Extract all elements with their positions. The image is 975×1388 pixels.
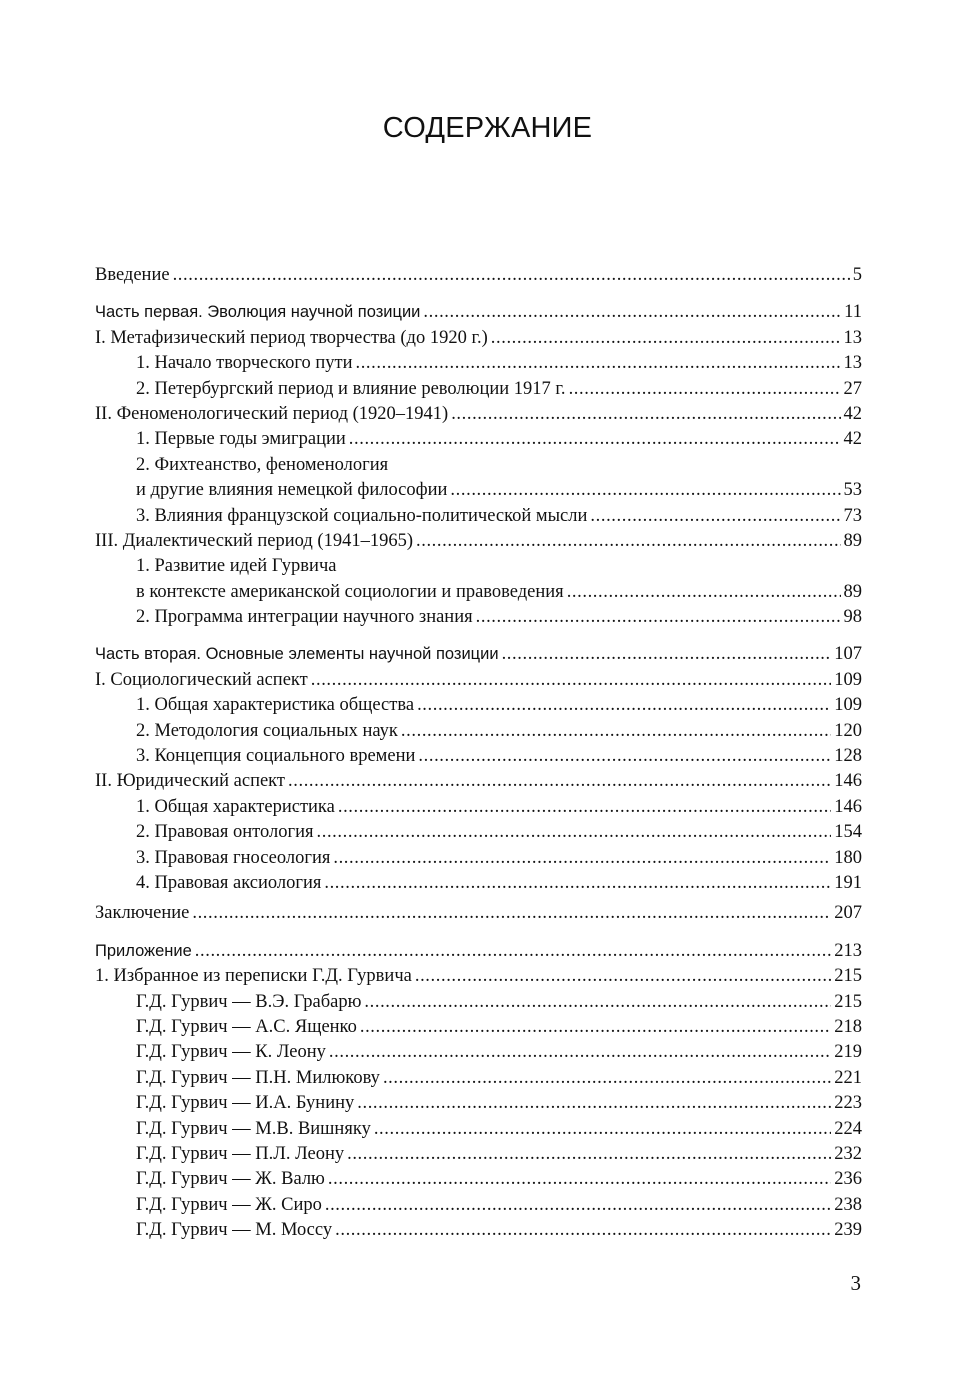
dot-leader xyxy=(328,1167,831,1192)
toc-entry-label: 3. Влияния французской социально-политической мысли xyxy=(136,505,588,526)
toc-entry xyxy=(95,719,862,744)
toc-entry-label: III. Диалектический период (1941–1965) xyxy=(95,530,413,551)
toc-entry-page: 207 xyxy=(834,903,862,924)
toc-entry xyxy=(95,478,862,503)
toc-part-heading xyxy=(95,642,862,667)
dot-leader xyxy=(590,504,840,529)
toc-entry-page: 232 xyxy=(834,1143,862,1164)
dot-leader xyxy=(347,1142,831,1167)
toc-entry-page: 224 xyxy=(834,1118,862,1139)
dot-leader xyxy=(192,901,831,926)
dot-leader xyxy=(502,642,832,667)
toc-entry xyxy=(95,1015,862,1040)
toc-entry xyxy=(95,769,862,794)
toc-entry-page: 219 xyxy=(834,1042,862,1063)
toc-entry-label: 2. Фихтеанство, феноменология xyxy=(136,454,389,475)
table-of-contents xyxy=(95,263,862,1243)
toc-entry-label: 3. Правовая гносеология xyxy=(136,847,331,868)
page-number: 3 xyxy=(850,1271,861,1295)
toc-entry-page: 215 xyxy=(834,991,862,1012)
toc-entry xyxy=(95,377,862,402)
toc-entry-page: 5 xyxy=(852,265,862,285)
page-title: СОДЕРЖАНИЕ xyxy=(382,112,593,144)
toc-entry xyxy=(95,744,862,769)
dot-leader xyxy=(329,1040,831,1065)
toc-entry-label: 4. Правовая аксиология xyxy=(136,872,322,893)
dot-leader xyxy=(355,351,840,376)
toc-entry xyxy=(95,351,862,376)
toc-entry-label: Заключение xyxy=(95,903,190,924)
dot-leader xyxy=(311,668,832,693)
toc-entry-page: 120 xyxy=(834,720,862,741)
toc-entry-label: Часть первая. Эволюция научной позиции xyxy=(95,303,421,322)
toc-entry-page: 180 xyxy=(834,847,862,868)
toc-entry-page: 128 xyxy=(834,746,862,767)
toc-entry-label: Часть вторая. Основные элементы научной позиции xyxy=(95,645,499,664)
toc-entry-label: Г.Д. Гурвич — А.С. Ященко xyxy=(136,1016,357,1037)
dot-leader xyxy=(338,795,831,820)
toc-entry xyxy=(95,693,862,718)
dot-leader xyxy=(364,990,831,1015)
dot-leader xyxy=(374,1117,831,1142)
toc-entry-page: 107 xyxy=(834,644,862,665)
toc-entry xyxy=(95,901,862,926)
toc-entry-label: Г.Д. Гурвич — П.Н. Милюкову xyxy=(136,1067,380,1088)
dot-leader xyxy=(195,939,831,964)
toc-entry xyxy=(95,263,862,288)
toc-part-heading xyxy=(95,300,862,325)
toc-entry-label: 2. Методология социальных наук xyxy=(136,720,398,741)
toc-entry-label: 1. Начало творческого пути xyxy=(136,353,353,374)
dot-leader xyxy=(325,1193,831,1218)
toc-entry-page: 221 xyxy=(834,1067,862,1088)
toc-entry-page: 53 xyxy=(843,480,862,501)
toc-entry-label: 2. Петербургский период и влияние революции 1917 г. xyxy=(136,378,566,399)
toc-entry-label: Г.Д. Гурвич — Ж. Валю xyxy=(136,1169,325,1190)
dot-leader xyxy=(476,605,841,630)
dot-leader xyxy=(415,964,831,989)
dot-leader xyxy=(335,1218,831,1243)
dot-leader xyxy=(569,377,841,402)
toc-entry xyxy=(95,504,862,529)
toc-entry-page: 42 xyxy=(843,403,862,424)
dot-leader xyxy=(491,326,841,351)
dot-leader xyxy=(451,402,840,427)
toc-entry-page: 238 xyxy=(834,1194,862,1215)
toc-entry-label: Г.Д. Гурвич — В.Э. Грабарю xyxy=(136,991,362,1012)
dot-leader xyxy=(423,300,841,325)
toc-entry-page: 11 xyxy=(844,302,862,323)
toc-entry-label: Г.Д. Гурвич — М. Моссу xyxy=(136,1220,333,1241)
toc-entry xyxy=(95,1142,862,1167)
toc-entry-page: 215 xyxy=(834,966,862,987)
toc-entry-page: 213 xyxy=(834,940,862,961)
dot-leader xyxy=(417,693,831,718)
toc-entry-page: 154 xyxy=(834,822,862,843)
dot-leader xyxy=(349,427,841,452)
toc-entry xyxy=(95,1040,862,1065)
toc-entry xyxy=(95,529,862,554)
toc-entry xyxy=(95,605,862,630)
toc-entry-page: 218 xyxy=(834,1016,862,1037)
toc-entry-page: 109 xyxy=(834,669,862,690)
toc-entry xyxy=(95,795,862,820)
dot-leader xyxy=(357,1091,831,1116)
toc-entry xyxy=(95,846,862,871)
toc-entry-label: 1. Общая характеристика xyxy=(136,796,335,817)
toc-entry-label: II. Феноменологический период (1920–1941) xyxy=(95,403,449,424)
dot-leader xyxy=(416,529,841,554)
toc-entry-page: 98 xyxy=(843,607,862,628)
dot-leader xyxy=(360,1015,831,1040)
toc-entry-page: 223 xyxy=(834,1093,862,1114)
toc-entry xyxy=(95,990,862,1015)
toc-entry-label: Г.Д. Гурвич — И.А. Бунину xyxy=(136,1093,355,1114)
dot-leader xyxy=(317,820,832,845)
toc-entry xyxy=(95,1193,862,1218)
toc-entry-label: Г.Д. Гурвич — К. Леону xyxy=(136,1042,326,1063)
dot-leader xyxy=(383,1066,831,1091)
toc-entry xyxy=(95,964,862,989)
toc-entry-continued xyxy=(95,554,862,579)
dot-leader xyxy=(418,744,831,769)
dot-leader xyxy=(288,769,831,794)
dot-leader xyxy=(450,478,840,503)
toc-entry-page: 89 xyxy=(843,530,862,551)
toc-entry-label: Г.Д. Гурвич — М.В. Вишняку xyxy=(136,1118,371,1139)
toc-entry xyxy=(95,1117,862,1142)
toc-entry-label: 1. Развитие идей Гурвича xyxy=(136,556,337,577)
toc-entry xyxy=(95,1091,862,1116)
toc-part-heading xyxy=(95,939,862,964)
toc-entry xyxy=(95,427,862,452)
toc-entry xyxy=(95,1218,862,1243)
toc-entry-label: I. Метафизический период творчества (до 1920 г.) xyxy=(95,327,488,348)
toc-entry-page: 239 xyxy=(834,1220,862,1241)
dot-leader xyxy=(567,580,841,605)
toc-entry-label: I. Социологический аспект xyxy=(95,669,308,690)
dot-leader xyxy=(173,263,850,288)
toc-entry-page: 13 xyxy=(843,353,862,374)
toc-entry-page: 73 xyxy=(843,505,862,526)
toc-entry-page: 146 xyxy=(834,771,862,792)
toc-entry-label: 1. Первые годы эмиграции xyxy=(136,429,346,450)
toc-entry-page: 13 xyxy=(843,327,862,348)
toc-entry xyxy=(95,871,862,896)
toc-entry-label: Приложение xyxy=(95,941,192,960)
toc-entry-page: 191 xyxy=(834,872,862,893)
toc-entry xyxy=(95,1066,862,1091)
toc-entry-label: и другие влияния немецкой философии xyxy=(136,480,448,501)
toc-entry xyxy=(95,402,862,427)
toc-entry xyxy=(95,580,862,605)
toc-entry-page: 27 xyxy=(843,378,862,399)
toc-entry xyxy=(95,1167,862,1192)
toc-entry-label: Введение xyxy=(95,265,170,285)
toc-entry-label: 1. Избранное из переписки Г.Д. Гурвича xyxy=(95,966,412,987)
toc-entry-page: 146 xyxy=(834,796,862,817)
toc-entry-label: 2. Правовая онтология xyxy=(136,822,314,843)
dot-leader xyxy=(401,719,831,744)
toc-entry-label: 3. Концепция социального времени xyxy=(136,746,416,767)
toc-entry-label: 2. Программа интеграции научного знания xyxy=(136,607,473,628)
toc-entry-page: 109 xyxy=(834,695,862,716)
dot-leader xyxy=(324,871,831,896)
toc-entry-label: в контексте американской социологии и правоведения xyxy=(136,581,564,602)
toc-entry-page: 236 xyxy=(834,1169,862,1190)
toc-entry xyxy=(95,820,862,845)
toc-entry-page: 42 xyxy=(843,429,862,450)
toc-entry-label: II. Юридический аспект xyxy=(95,771,286,792)
toc-entry xyxy=(95,668,862,693)
toc-entry-continued xyxy=(95,453,862,478)
toc-entry-label: Г.Д. Гурвич — П.Л. Леону xyxy=(136,1143,345,1164)
toc-entry-label: 1. Общая характеристика общества xyxy=(136,695,415,716)
toc-entry-label: Г.Д. Гурвич — Ж. Сиро xyxy=(136,1194,322,1215)
dot-leader xyxy=(333,846,831,871)
toc-entry-page: 89 xyxy=(843,581,862,602)
toc-entry xyxy=(95,326,862,351)
